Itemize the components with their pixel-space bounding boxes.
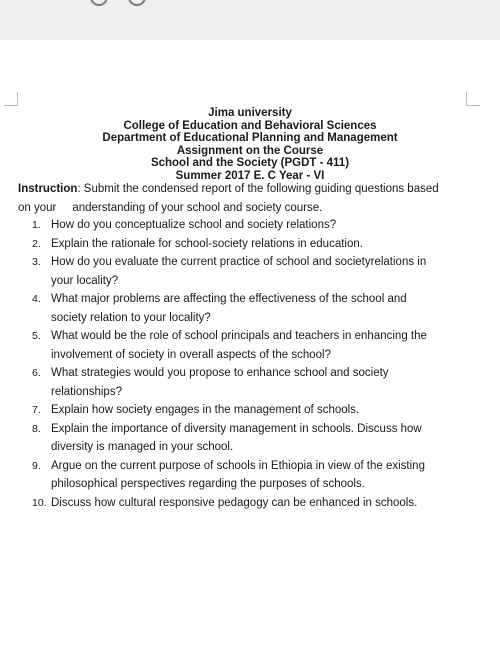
question-text-line: Discuss how cultural responsive pedagogy can be enhanced in schools. — [51, 496, 418, 509]
question-item — [18, 216, 478, 235]
term-line: Summer 2017 E. C Year - VI — [175, 169, 325, 182]
department-name: Department of Educational Planning and Management — [102, 132, 398, 144]
question-item — [18, 253, 478, 290]
college-name: College of Education and Behavioral Sciences — [123, 119, 377, 132]
question-number: 1. — [32, 219, 41, 231]
question-item — [18, 457, 478, 494]
question-text-line: your locality? — [51, 274, 119, 287]
question-list — [18, 216, 478, 512]
question-text-line: Explain the importance of diversity management in schools. Discuss how — [51, 422, 422, 435]
instruction-label: Instruction — [18, 183, 78, 195]
question-text-line: What strategies would you propose to enhance school and society — [51, 367, 389, 379]
question-text-line: Explain how society engages in the management of schools. — [51, 404, 360, 416]
question-text-line: involvement of society in overall aspects of the school? — [51, 348, 331, 361]
question-number: 5. — [32, 330, 41, 342]
status-circle-icon — [90, 0, 108, 6]
question-number: 2. — [32, 237, 41, 250]
crop-mark-left — [4, 92, 18, 106]
question-item — [18, 327, 478, 364]
instruction-text: : Submit the condensed report of the following guiding questions based — [77, 183, 439, 195]
status-bar — [0, 0, 500, 40]
question-number: 7. — [32, 404, 41, 416]
question-text-line: relationships? — [51, 385, 122, 398]
course-name: School and the Society (PGDT - 411) — [150, 157, 350, 169]
question-number: 3. — [32, 256, 41, 268]
question-number: 10. — [32, 496, 47, 509]
instruction-paragraph — [18, 180, 478, 218]
question-number: 4. — [32, 293, 41, 305]
question-text-line: Argue on the current purpose of schools in Ethiopia in view of the existing — [51, 459, 425, 472]
question-item — [18, 364, 478, 401]
question-text-line: How do you conceptualize school and society relations? — [51, 219, 337, 231]
question-text-line: What major problems are affecting the effectiveness of the school and — [51, 293, 407, 305]
question-text-line: What would be the role of school principals and teachers in enhancing the — [51, 330, 427, 342]
document-heading — [0, 107, 500, 182]
question-item — [18, 494, 478, 513]
question-number: 9. — [32, 459, 41, 472]
question-item — [18, 235, 478, 254]
question-text-line: How do you evaluate the current practice of school and societyrelations in — [51, 256, 427, 268]
question-number: 8. — [32, 422, 41, 435]
status-circle-icon — [128, 0, 146, 6]
question-text-line: society relation to your locality? — [51, 311, 211, 324]
question-text-line: Explain the rationale for school-society relations in education. — [51, 237, 363, 250]
question-text-line: diversity is managed in your school. — [51, 441, 234, 453]
question-item — [18, 420, 478, 457]
question-number: 6. — [32, 367, 41, 379]
instruction-text-continued: on your anderstanding of your school and society course. — [18, 202, 323, 214]
assignment-title: Assignment on the Course — [176, 144, 324, 157]
university-name: Jima university — [208, 107, 292, 119]
question-text-line: philosophical perspectives regarding the purposes of schools. — [51, 478, 365, 490]
document-page — [0, 40, 500, 668]
question-item — [18, 290, 478, 327]
crop-mark-right — [466, 92, 480, 106]
question-item — [18, 401, 478, 420]
